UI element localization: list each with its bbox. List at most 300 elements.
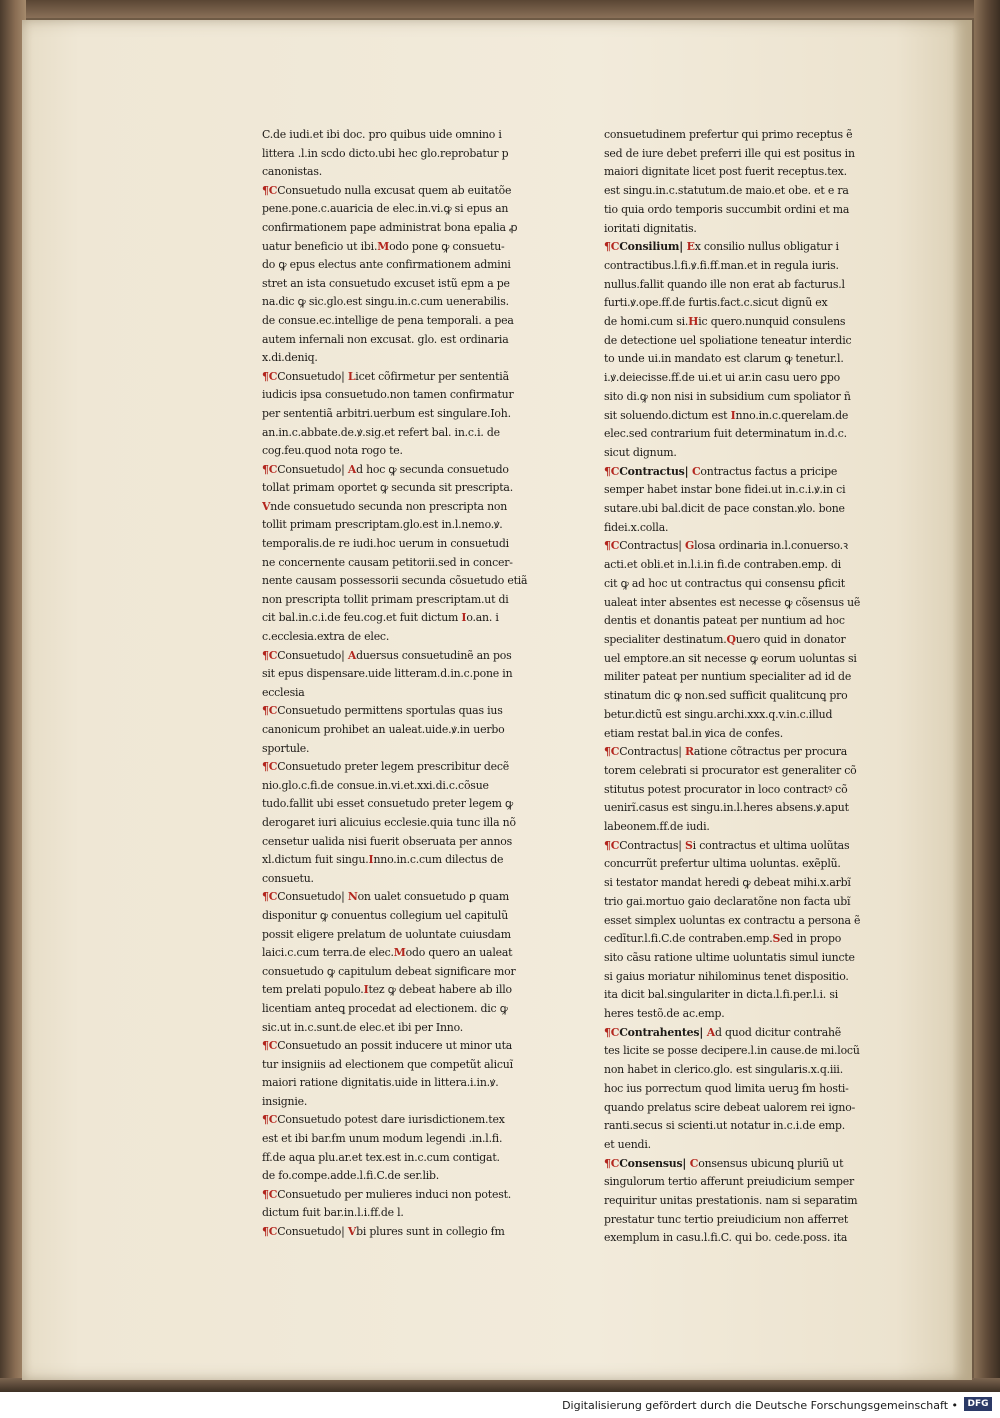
- text-segment: Consuetudo nulla excusat quem ab euitatõe: [277, 183, 512, 197]
- text-line: [604, 706, 910, 725]
- text-line: [604, 238, 910, 257]
- rubric-initial: I: [368, 853, 374, 867]
- text-segment: tollat primam oportet ꝙ secunda sit prescripta.: [262, 481, 513, 495]
- text-line: [604, 1229, 910, 1248]
- text-line: [604, 556, 910, 575]
- text-line: [604, 1099, 910, 1118]
- text-segment: c.ecclesia.extra de elec.: [262, 630, 390, 644]
- text-segment: contractibus.l.fi.ꝟ.fi.ff.man.et in regula iuris.: [604, 258, 839, 272]
- entry-heading: Consilium|: [619, 240, 687, 254]
- text-line: [262, 275, 558, 294]
- text-line: [604, 201, 910, 220]
- text-line: [262, 740, 558, 759]
- text-segment: elec.sed contrarium fuit determinatum in.d.c.: [604, 427, 847, 441]
- text-line: [262, 721, 558, 740]
- text-segment: quando prelatus scire debeat ualorem rei igno-: [604, 1100, 856, 1114]
- text-line: [262, 461, 558, 480]
- text-line: [604, 650, 910, 669]
- text-segment: tudo.fallit ubi esset consuetudo preter legem ꝙ: [262, 797, 513, 811]
- text-line: [604, 855, 910, 874]
- text-line: [604, 444, 910, 463]
- text-segment: C.de iudi.et ibi doc. pro quibus uide omnino i: [262, 128, 502, 141]
- text-line: [262, 1204, 558, 1223]
- text-line: [604, 313, 910, 332]
- dfg-logo: DFG: [964, 1397, 992, 1411]
- text-segment: to unde ui.in mandato est clarum ꝙ tenetur.l.: [604, 352, 844, 366]
- text-segment: nullus.fallit quando ille non erat ab facturus.l: [604, 277, 845, 291]
- text-segment: singulorum tertio afferunt preiudicium semper: [604, 1175, 855, 1189]
- rubric-initial: ¶C: [604, 745, 620, 759]
- text-segment: cit ꝙ ad hoc ut contractus qui consensu ꝑficit: [604, 576, 845, 590]
- text-line: [604, 182, 910, 201]
- rubric-initial: ¶C: [262, 1187, 278, 1201]
- text-segment: specialiter destinatum.: [604, 632, 727, 646]
- text-line: [262, 349, 558, 368]
- text-line: [262, 1074, 558, 1093]
- book-board-bottom: [0, 1378, 1000, 1392]
- text-segment: Consuetudo|: [277, 1225, 348, 1239]
- text-line: [604, 799, 910, 818]
- text-line: [604, 912, 910, 931]
- text-line: [604, 631, 910, 650]
- text-line: [604, 407, 910, 426]
- text-line: [262, 833, 558, 852]
- rubric-initial: I: [363, 983, 369, 997]
- text-segment: de homi.cum si.: [604, 315, 689, 329]
- text-segment: insignie.: [262, 1094, 308, 1108]
- text-line: [262, 777, 558, 796]
- book-board-top: [0, 0, 1000, 18]
- rubric-initial: M: [393, 946, 406, 960]
- rubric-initial: S: [772, 932, 781, 946]
- text-segment: Consuetudo potest dare iurisdictionem.tex: [277, 1113, 505, 1127]
- text-segment: d hoc ꝙ secunda consuetudo: [356, 462, 509, 476]
- text-line: [262, 814, 558, 833]
- text-segment: de detectione uel spoliatione teneatur interdic: [604, 333, 852, 347]
- text-segment: est singu.in.c.statutum.de maio.et obe. et e ra: [604, 184, 849, 198]
- text-segment: x.di.deniq.: [262, 351, 318, 365]
- text-segment: non habet in clerico.glo. est singularis.x.q.iii.: [604, 1063, 843, 1077]
- text-line: [262, 609, 558, 628]
- text-segment: sit soluendo.dictum est: [604, 408, 731, 422]
- text-segment: Consuetudo per mulieres induci non potest.: [277, 1187, 512, 1201]
- text-segment: o.an. i: [466, 611, 499, 625]
- text-line: [262, 424, 558, 443]
- text-line: [262, 1167, 558, 1186]
- text-line: [604, 220, 910, 239]
- text-segment: uatur beneficio ut ibi.: [262, 239, 378, 253]
- text-segment: ic quero.nunquid consulens: [698, 315, 846, 329]
- text-line: [604, 369, 910, 388]
- text-line: [604, 743, 910, 762]
- text-segment: Consuetudo an possit inducere ut minor uta: [277, 1039, 513, 1053]
- text-line: [604, 968, 910, 987]
- text-line: [604, 463, 910, 482]
- text-segment: temporalis.de re iudi.hoc uerum in consuetudi: [262, 537, 509, 551]
- text-line: [262, 1019, 558, 1038]
- text-segment: nente causam possessorii secunda cõsuetudo etiã: [262, 574, 528, 588]
- rubric-initial: ¶C: [604, 240, 620, 254]
- text-line: [262, 145, 558, 164]
- text-segment: ioritati dignitatis.: [604, 221, 697, 235]
- text-line: [604, 687, 910, 706]
- text-line: [262, 1186, 558, 1205]
- text-segment: maiori dignitate licet post fuerit receptus.tex.: [604, 165, 847, 179]
- text-segment: uel emptore.an sit necesse ꝙ eorum uoluntas si: [604, 651, 857, 665]
- text-line: [604, 781, 910, 800]
- text-line: [604, 949, 910, 968]
- text-line: [604, 874, 910, 893]
- text-line: [262, 758, 558, 777]
- text-segment: tes licite se posse decipere.l.in cause.de mi.locũ: [604, 1044, 860, 1058]
- text-segment: duersus consuetudinẽ an pos: [356, 648, 512, 662]
- text-segment: nno.in.c.querelam.de: [735, 408, 849, 422]
- text-segment: Contractus|: [619, 539, 685, 553]
- rubric-initial: ¶C: [262, 704, 278, 718]
- rubric-initial: C: [691, 464, 701, 478]
- text-line: [262, 963, 558, 982]
- text-segment: furti.ꝟ.ope.ff.de furtis.fact.c.sicut dignũ ex: [604, 296, 828, 310]
- entry-heading: Contrahentes|: [619, 1025, 707, 1039]
- text-line: [604, 257, 910, 276]
- rubric-initial: V: [262, 499, 271, 513]
- text-segment: si testator mandat heredi ꝙ debeat mihi.x.arbĩ: [604, 876, 851, 890]
- rubric-initial: Q: [726, 632, 736, 646]
- text-segment: etiam restat bal.in ꝟica de confes.: [604, 726, 783, 740]
- text-line: [262, 554, 558, 573]
- text-segment: tem prelati populo.: [262, 983, 364, 997]
- rubric-initial: ¶C: [262, 760, 278, 774]
- text-segment: laici.c.cum terra.de elec.: [262, 946, 394, 960]
- rubric-initial: ¶C: [604, 1156, 620, 1170]
- text-segment: x consilio nullus obligatur i: [694, 240, 839, 254]
- text-segment: icet cõfirmetur per sententiã: [355, 369, 509, 383]
- rubric-initial: V: [347, 1225, 357, 1239]
- text-line: [262, 405, 558, 424]
- text-segment: d quod dicitur contrahẽ: [714, 1025, 842, 1039]
- text-segment: autem infernali non excusat. glo. est ordinaria: [262, 332, 509, 346]
- text-segment: sito di.ꝙ non nisi in subsidium cum spoliator ñ: [604, 389, 851, 403]
- text-line: [604, 425, 910, 444]
- text-segment: concurrũt prefertur ultima uoluntas. exẽplũ.: [604, 857, 841, 871]
- right-text-column: [604, 126, 910, 1248]
- rubric-initial: ¶C: [604, 1025, 620, 1039]
- text-segment: i.ꝟ.deiecisse.ff.de ui.et ui ar.in casu uero ꝑpo: [604, 371, 841, 385]
- funding-notice: Digitalisierung gefördert durch die Deutsche Forschungsgemeinschaft •: [562, 1399, 958, 1412]
- text-segment: de fo.compe.adde.l.fi.C.de ser.lib.: [262, 1169, 440, 1183]
- text-line: [604, 1024, 910, 1043]
- rubric-initial: ¶C: [262, 183, 278, 197]
- rubric-initial: ¶C: [262, 648, 278, 662]
- text-line: [262, 1149, 558, 1168]
- text-line: [604, 1061, 910, 1080]
- text-line: [604, 1005, 910, 1024]
- text-segment: ecclesia: [262, 685, 305, 699]
- text-segment: sutare.ubi bal.dicit de pace constan.ꝟlo. bone: [604, 502, 845, 516]
- book-board-right: [974, 0, 1000, 1392]
- text-line: [262, 647, 558, 666]
- text-line: [604, 350, 910, 369]
- rubric-initial: I: [461, 611, 467, 625]
- text-line: [262, 442, 558, 461]
- text-segment: hoc ius porrectum quod limita ueruꝫ ẜm hosti-: [604, 1081, 849, 1095]
- text-line: [604, 1173, 910, 1192]
- text-line: [604, 1211, 910, 1230]
- text-segment: dentis et donantis pateat per nuntium ad hoc: [604, 614, 845, 628]
- text-line: [262, 163, 558, 182]
- text-segment: possit eligere prelatum de uoluntate cuiusdam: [262, 927, 511, 941]
- text-line: [262, 219, 558, 238]
- text-segment: on ualet consuetudo ꝑ quam: [357, 890, 509, 904]
- text-segment: uenirĩ.casus est singu.in.l.heres absens.ꝟ.aput: [604, 801, 849, 815]
- text-segment: ontractus factus a pricipe: [700, 464, 838, 478]
- text-segment: an.in.c.abbate.de.ꝟ.sig.et refert bal. in.c.i. de: [262, 425, 500, 439]
- text-line: [604, 594, 910, 613]
- text-line: [262, 498, 558, 517]
- text-segment: confirmationem pape administrat bona epalia ꝓ: [262, 220, 518, 234]
- text-line: [604, 1117, 910, 1136]
- text-line: [604, 519, 910, 538]
- text-segment: tollit primam prescriptam.glo.est in.l.nemo.ꝟ.: [262, 518, 503, 532]
- page-gutter: [952, 20, 972, 1380]
- rubric-initial: I: [730, 408, 736, 422]
- text-segment: de consue.ec.intellige de pena temporali. a pea: [262, 313, 514, 327]
- text-segment: labeonem.ff.de iudi.: [604, 820, 710, 834]
- text-line: [604, 500, 910, 519]
- left-text-column: [262, 126, 558, 1242]
- rubric-initial: N: [347, 890, 358, 904]
- text-line: [604, 668, 910, 687]
- text-segment: bi plures sunt in collegio ẜm: [356, 1225, 505, 1239]
- text-line: [262, 293, 558, 312]
- text-segment: semper habet instar bone fidei.ut in.c.i.ꝟ.in ci: [604, 483, 846, 497]
- text-segment: ed in propo: [780, 932, 842, 946]
- text-segment: do ꝙ epus electus ante confirmationem admini: [262, 258, 511, 272]
- text-line: [262, 628, 558, 647]
- rubric-initial: H: [688, 315, 699, 329]
- rubric-initial: ¶C: [262, 369, 278, 383]
- rubric-initial: G: [685, 539, 695, 553]
- text-segment: pene.pone.c.auaricia de elec.in.vi.ꝙ si epus an: [262, 202, 509, 216]
- entry-heading: Consensus|: [619, 1156, 690, 1170]
- text-line: [604, 276, 910, 295]
- text-segment: disponitur ꝙ conuentus collegium uel capitulũ: [262, 908, 509, 922]
- text-segment: canonistas.: [262, 165, 322, 179]
- text-segment: sito cãsu ratione ultime uoluntatis simul iuncte: [604, 950, 855, 964]
- text-line: [604, 1155, 910, 1174]
- text-segment: requiritur unitas prestationis. nam si separatim: [604, 1194, 858, 1208]
- text-line: [604, 837, 910, 856]
- text-line: [262, 1111, 558, 1130]
- text-segment: onsensus ubicunꝗ pluriũ ut: [698, 1156, 844, 1170]
- text-line: [604, 1080, 910, 1099]
- text-line: [262, 944, 558, 963]
- text-line: [604, 163, 910, 182]
- text-segment: torem celebrati si procurator est generaliter cõ: [604, 763, 857, 777]
- rubric-initial: ¶C: [262, 462, 278, 476]
- text-segment: atione cõtractus per procura: [693, 745, 847, 759]
- text-segment: exemplum in casu.l.fi.C. qui bo. cede.poss. ita: [604, 1231, 848, 1245]
- text-line: [604, 575, 910, 594]
- text-segment: Contractus|: [619, 745, 685, 759]
- text-segment: dictum fuit bar.in.l.i.ff.de l.: [262, 1206, 404, 1220]
- text-segment: sed de iure debet preferri ille qui est positus in: [604, 146, 855, 160]
- text-segment: Consuetudo|: [277, 462, 348, 476]
- rubric-initial: E: [686, 240, 695, 254]
- text-line: [262, 572, 558, 591]
- text-segment: stinatum dic ꝙ non.sed sufficit qualitcunꝗ pro: [604, 689, 848, 703]
- text-segment: i contractus et ultima uolũtas: [692, 838, 850, 852]
- text-segment: tio quia ordo temporis succumbit ordini et ma: [604, 202, 850, 216]
- text-line: [604, 1136, 910, 1155]
- text-segment: est et ibi bar.ẜm unum modum legendi .in.l.fi.: [262, 1132, 503, 1146]
- text-line: [604, 537, 910, 556]
- text-segment: losa ordinaria in.l.conuerso.ꝛ: [694, 539, 848, 553]
- text-line: [262, 126, 558, 145]
- text-segment: ranti.secus si scienti.ut notatur in.c.i.de emp.: [604, 1119, 846, 1133]
- text-segment: per sententiã arbitri.uerbum est singulare.Ioh.: [262, 406, 511, 420]
- text-segment: canonicum prohibet an ualeat.uide.ꝟ.in uerbo: [262, 723, 505, 736]
- text-line: [604, 1192, 910, 1211]
- text-line: [604, 930, 910, 949]
- text-line: [262, 479, 558, 498]
- text-line: [604, 725, 910, 744]
- rubric-initial: A: [347, 462, 357, 476]
- text-segment: derogaret iuri alicuius ecclesie.quia tunc illa nõ: [262, 815, 516, 829]
- text-segment: littera .l.in scdo dicto.ubi hec glo.reprobatur p: [262, 146, 509, 160]
- rubric-initial: A: [347, 648, 357, 662]
- rubric-initial: ¶C: [262, 1113, 278, 1127]
- text-line: [262, 200, 558, 219]
- text-segment: xl.dictum fuit singu.: [262, 853, 369, 867]
- text-segment: ne concernente causam petitorii.sed in concer-: [262, 555, 513, 569]
- rubric-initial: S: [685, 838, 693, 852]
- rubric-initial: A: [706, 1025, 715, 1039]
- text-segment: nde consuetudo secunda non prescripta non: [270, 499, 508, 513]
- text-line: [262, 1000, 558, 1019]
- text-segment: iudicis ipsa consuetudo.non tamen confirmatur: [262, 388, 514, 402]
- text-line: [262, 386, 558, 405]
- rubric-initial: ¶C: [262, 1039, 278, 1053]
- text-segment: betur.dictũ est singu.archi.xxx.q.v.in.c.illud: [604, 707, 833, 721]
- text-segment: uero quid in donator: [735, 632, 846, 646]
- text-segment: sic.ut in.c.sunt.de elec.et ibi per Inno.: [262, 1020, 463, 1034]
- text-segment: militer pateat per nuntium specialiter ad id de: [604, 670, 852, 684]
- text-segment: cog.feu.quod nota rogo te.: [262, 444, 403, 458]
- rubric-initial: ¶C: [604, 838, 620, 852]
- text-segment: Contractus|: [619, 838, 685, 852]
- text-line: [604, 481, 910, 500]
- text-line: [262, 851, 558, 870]
- text-segment: si gaius moriatur nihilominus tenet dispositio.: [604, 969, 849, 983]
- text-line: [262, 1037, 558, 1056]
- text-segment: ita dicit bal.singulariter in dicta.l.fi.per.l.i. si: [604, 988, 839, 1002]
- text-line: [604, 612, 910, 631]
- text-line: [604, 818, 910, 837]
- text-segment: ualeat inter absentes est necesse ꝙ cõsensus uẽ: [604, 595, 861, 609]
- text-line: [262, 312, 558, 331]
- text-segment: nio.glo.c.fi.de consue.in.vi.et.xxi.di.c.cõsue: [262, 778, 489, 792]
- text-line: [262, 702, 558, 721]
- text-segment: ff.de aqua plu.ar.et tex.est in.c.cum contigat.: [262, 1150, 500, 1164]
- text-segment: prestatur tunc tertio preiudicium non afferret: [604, 1212, 849, 1226]
- rubric-initial: ¶C: [604, 464, 620, 478]
- text-segment: Consuetudo|: [277, 648, 348, 662]
- text-segment: consuetudinem prefertur qui primo receptus ẽ: [604, 128, 853, 141]
- rubric-initial: ¶C: [604, 539, 620, 553]
- text-line: [262, 684, 558, 703]
- text-segment: maiori ratione dignitatis.uide in littera.i.in.ꝟ.: [262, 1076, 499, 1090]
- text-segment: consuetudo ꝙ capitulum debeat significare mor: [262, 964, 516, 978]
- text-line: [604, 126, 910, 145]
- text-segment: Consuetudo permittens sportulas quas ius: [277, 704, 503, 718]
- text-line: [262, 535, 558, 554]
- text-line: [262, 591, 558, 610]
- text-line: [604, 893, 910, 912]
- text-segment: consuetu.: [262, 871, 314, 885]
- text-line: [262, 870, 558, 889]
- rubric-initial: C: [689, 1156, 699, 1170]
- text-line: [604, 986, 910, 1005]
- text-segment: odo pone ꝙ consuetu-: [389, 239, 505, 253]
- rubric-initial: M: [377, 239, 390, 253]
- text-segment: tez ꝙ debeat habere ab illo: [368, 983, 512, 997]
- text-segment: fidei.x.colla.: [604, 520, 669, 534]
- text-segment: heres testõ.de ac.emp.: [604, 1007, 725, 1021]
- text-line: [262, 238, 558, 257]
- text-segment: stret an ista consuetudo excuset istũ epm a pe: [262, 276, 510, 290]
- text-segment: nno.in.c.cum dilectus de: [373, 853, 504, 867]
- entry-heading: Contractus|: [619, 464, 692, 478]
- text-line: [604, 1042, 910, 1061]
- text-line: [262, 795, 558, 814]
- rubric-initial: ¶C: [262, 1225, 278, 1239]
- text-segment: sit epus dispensare.uide litteram.d.in.c.pone in: [262, 667, 513, 681]
- text-line: [262, 256, 558, 275]
- text-segment: trio gai.mortuo gaio declaratõne non facta ubĩ: [604, 894, 851, 908]
- text-line: [604, 762, 910, 781]
- text-segment: sicut dignum.: [604, 445, 677, 459]
- text-segment: acti.et obli.et in.l.i.in fi.de contraben.emp. di: [604, 558, 842, 572]
- text-line: [262, 368, 558, 387]
- text-segment: cedītur.l.fi.C.de contraben.emp.: [604, 932, 773, 946]
- text-line: [262, 1130, 558, 1149]
- text-line: [262, 926, 558, 945]
- rubric-initial: L: [347, 369, 356, 383]
- text-line: [262, 888, 558, 907]
- text-segment: Consuetudo|: [277, 890, 348, 904]
- rubric-initial: R: [685, 745, 694, 759]
- text-segment: Consuetudo preter legem prescribitur decẽ: [277, 760, 510, 774]
- rubric-initial: ¶C: [262, 890, 278, 904]
- text-segment: et uendi.: [604, 1137, 651, 1151]
- text-segment: na.dic ꝙ sic.glo.est singu.in.c.cum uenerabilis.: [262, 295, 509, 309]
- text-segment: cit bal.in.c.i.de feu.cog.et fuit dictum: [262, 611, 462, 625]
- text-segment: non prescripta tollit primam prescriptam.ut di: [262, 592, 509, 606]
- text-segment: tur insigniis ad electionem que competũt alicuĩ: [262, 1057, 513, 1071]
- text-segment: licentiam anteꝗ procedat ad electionem. dic ꝙ: [262, 1001, 508, 1015]
- text-line: [604, 294, 910, 313]
- text-line: [262, 1223, 558, 1242]
- text-line: [262, 331, 558, 350]
- text-segment: esset simplex uoluntas ex contractu a persona ẽ: [604, 913, 861, 927]
- text-segment: odo quero an ualeat: [405, 946, 513, 960]
- text-line: [262, 907, 558, 926]
- text-line: [262, 516, 558, 535]
- text-segment: censetur ualida nisi fuerit obseruata per annos: [262, 834, 513, 848]
- digitization-footer: [0, 1392, 1000, 1418]
- text-line: [604, 388, 910, 407]
